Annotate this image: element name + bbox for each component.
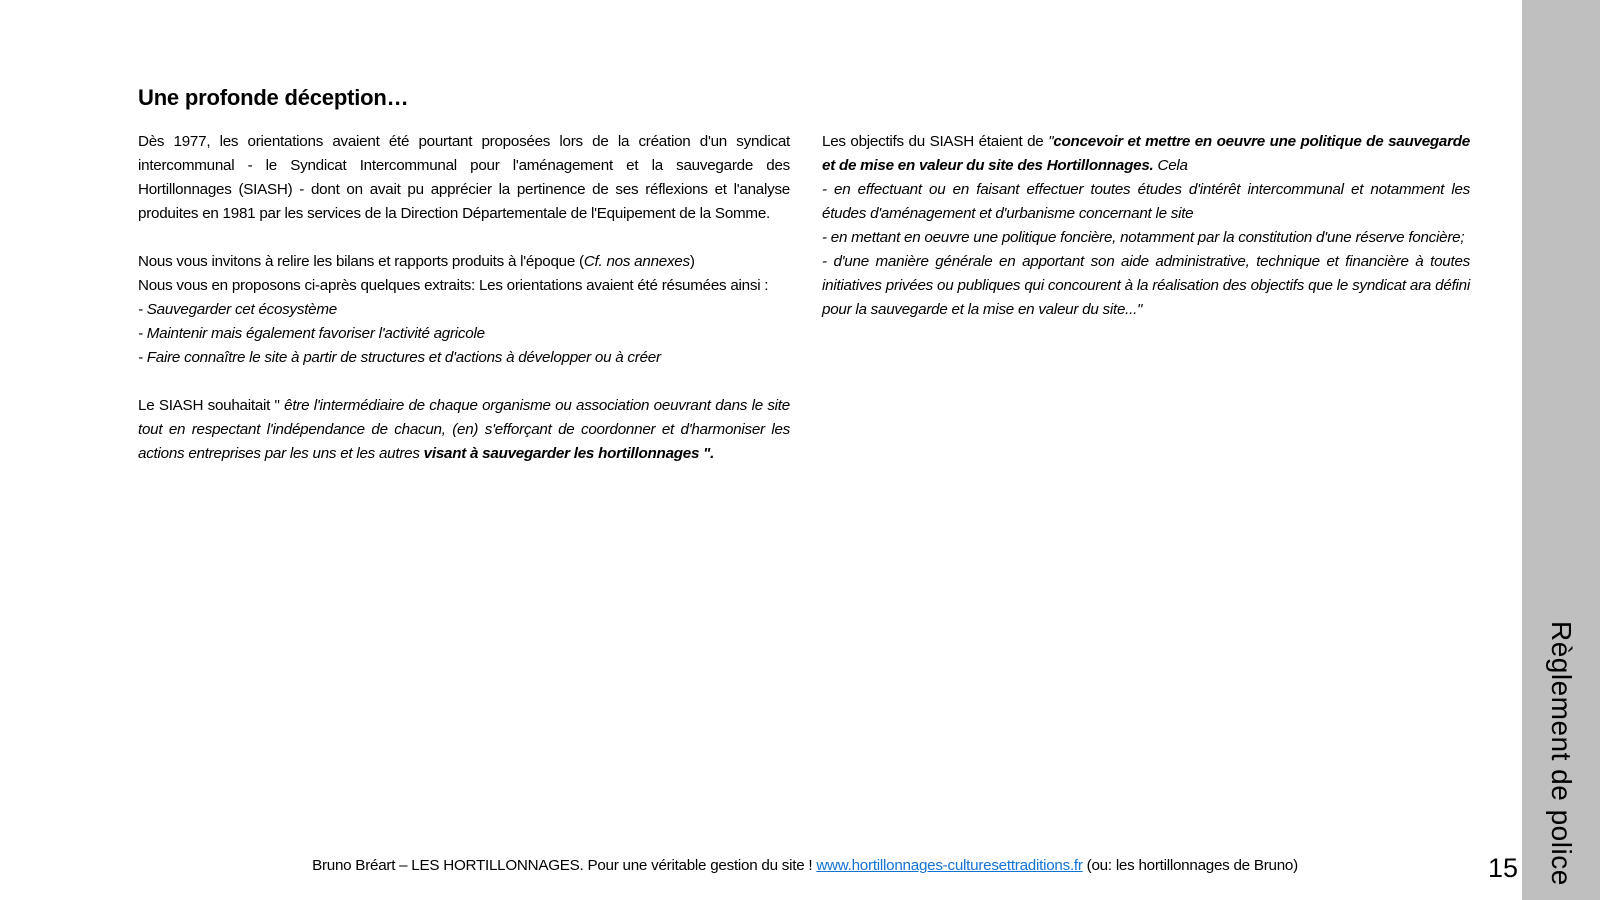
objectifs-open-quote: " — [1048, 133, 1054, 150]
list-item-faire-connaitre: - Faire connaître le site à partir de structures et d'actions à développer ou à créer — [138, 349, 661, 366]
extracts-close-paren: ) — [689, 253, 695, 270]
left-column — [138, 130, 790, 466]
paragraph-intro-text: Dès 1977, les orientations avaient été pourtant proposées lors de la création d'un syndicat intercommunal - le Syndicat Intercommunal pour l'aménagement et la sauvegarde des Hortillonnages (SIASH) - dont on avait pu apprécier la pertinence de ses réflexions et l'analyse produites en 1981 par les services de la Direction Départementale de l'Equipement de la Somme. — [138, 133, 790, 222]
siash-quote-italic: être l'intermédiaire de chaque organisme ou association oeuvrant dans le site tout en respectant l'indépendance de chacun, (en) s'efforçant de coordonner et d'harmoniser les actions entreprises par les uns et les autres — [138, 397, 790, 462]
footer-suffix-text: (ou: les hortillonnages de Bruno) — [1082, 857, 1298, 874]
list-item-ecosysteme: - Sauvegarder cet écosystème — [138, 301, 337, 318]
extracts-lead: Nous vous invitons à relire les bilans et rapports produits à l'époque ( — [138, 253, 584, 270]
section-label-vertical: Règlement de police — [1546, 621, 1577, 886]
page-number: 15 — [1487, 853, 1518, 883]
footer-website-link[interactable]: www.hortillonnages-culturesettraditions.fr — [816, 857, 1083, 874]
page-title: Une profonde déception… — [138, 84, 409, 110]
objectifs-item-aide: - d'une manière générale en apportant son aide administrative, technique et financière à toutes initiatives privées ou publiques qui concourent à la réalisation des objectifs que le syndicat ara défini pour la sauvegarde et la mise en valeur du site..." — [822, 253, 1470, 318]
right-column — [822, 130, 1470, 322]
siash-quote-bold: visant à sauvegarder les hortillonnages ". — [423, 445, 715, 462]
list-item-agricole: - Maintenir mais également favoriser l'activité agricole — [138, 325, 485, 342]
extracts-cf-annexes: Cf. nos annexes — [583, 253, 690, 270]
objectifs-cela: Cela — [1153, 157, 1188, 174]
paragraph-objectifs — [822, 130, 1470, 322]
extracts-intro: Nous vous en proposons ci-après quelques extraits: Les orientations avaient été résumées ainsi : — [138, 277, 769, 294]
footer — [140, 857, 1470, 874]
objectifs-item-fonciere: - en mettant en oeuvre une politique foncière, notamment par la constitution d'une réserve foncière; — [822, 229, 1465, 246]
footer-author-text: Bruno Bréart – LES HORTILLONNAGES. Pour une véritable gestion du site ! — [312, 857, 817, 874]
paragraph-siash-quote — [138, 394, 790, 466]
siash-quote-lead: Le SIASH souhaitait " — [138, 397, 285, 414]
paragraph-intro — [138, 130, 790, 226]
objectifs-item-etudes: - en effectuant ou en faisant effectuer toutes études d'intérêt intercommunal et notamment les études d'aménagement et d'urbanisme concernant le site — [822, 181, 1470, 222]
objectifs-lead: Les objectifs du SIASH étaient de — [822, 133, 1049, 150]
section-tab-band — [1522, 0, 1600, 900]
objectifs-bold: concevoir et mettre en oeuvre une politique de sauvegarde et de mise en valeur du site des Hortillonnages. — [822, 133, 1470, 174]
paragraph-extracts — [138, 250, 790, 370]
